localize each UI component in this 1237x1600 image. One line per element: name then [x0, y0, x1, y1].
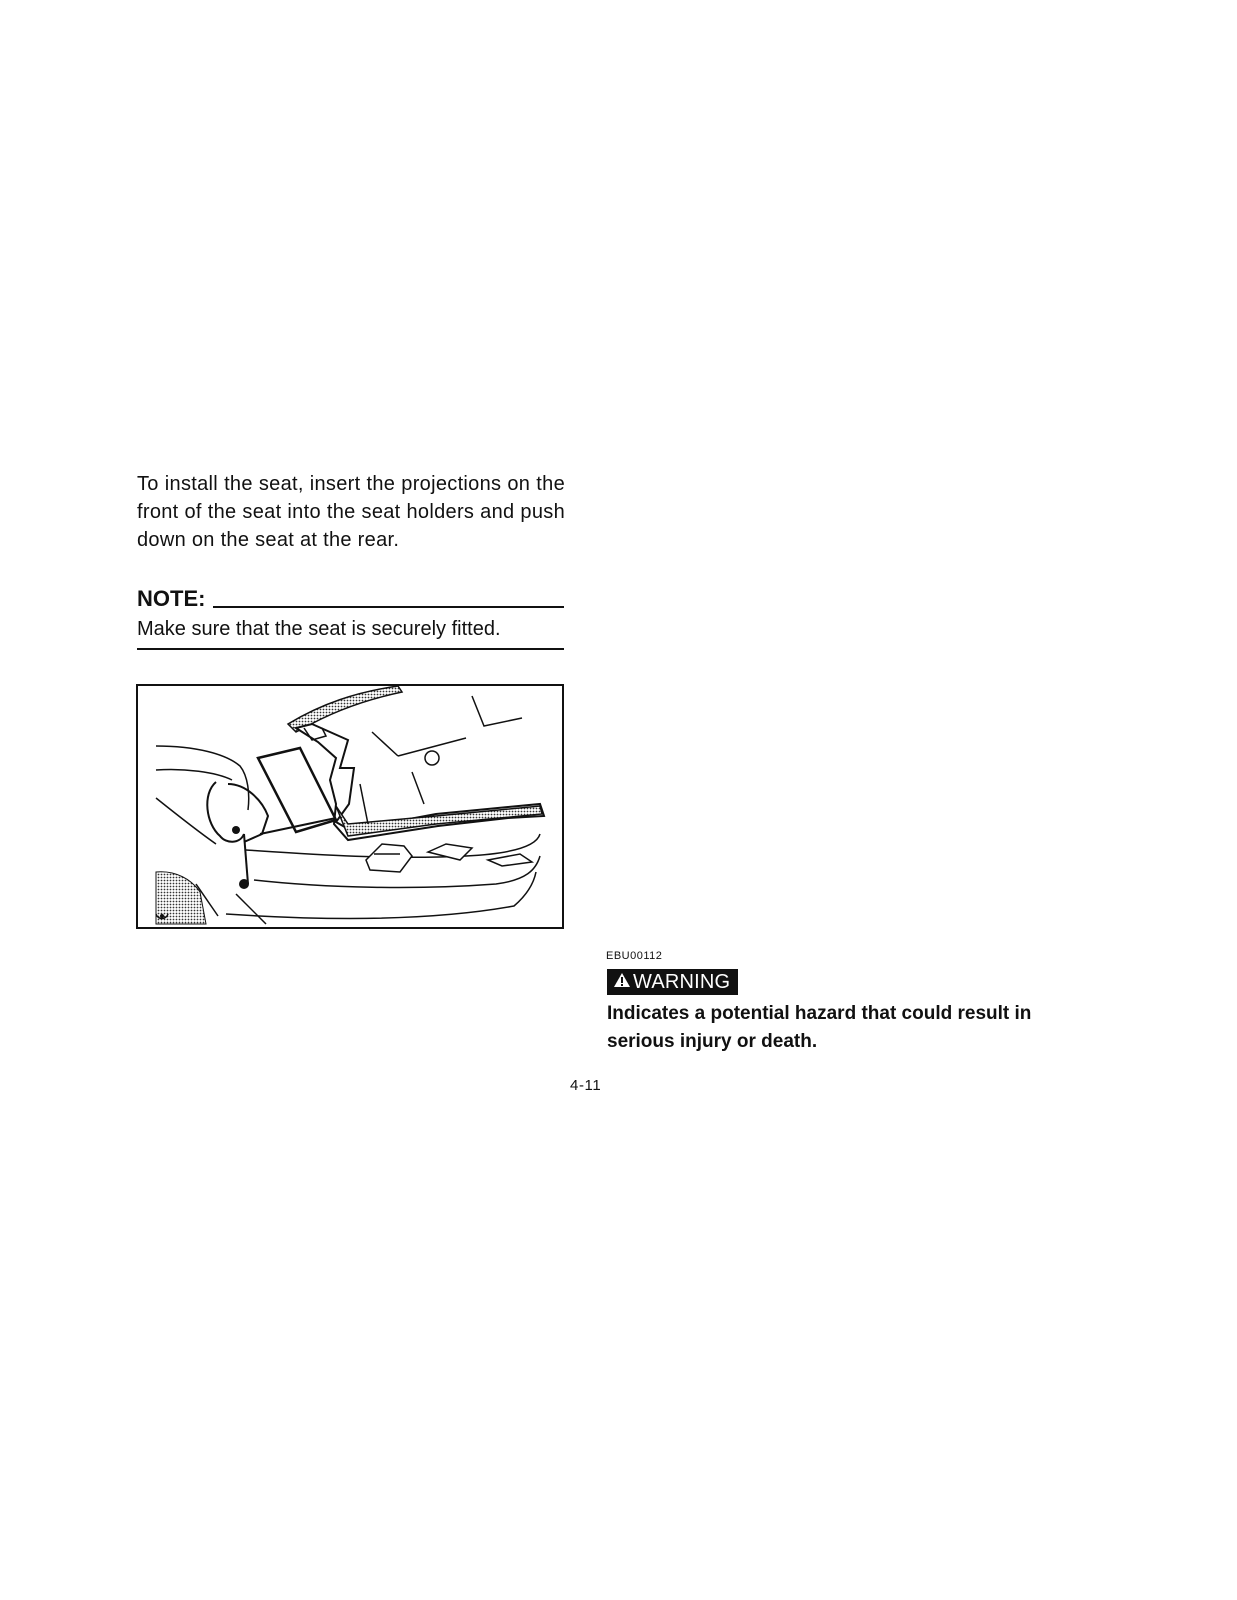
seat-installation-illustration: [136, 684, 564, 929]
note-bottom-rule: [137, 648, 564, 650]
note-rule: [213, 606, 564, 608]
seat-install-instruction: To install the seat, insert the projections on the front of the seat into the seat holders and push down on the seat at the rear.: [137, 473, 565, 551]
warning-triangle-icon: [613, 969, 631, 995]
warning-badge: [607, 969, 738, 995]
note-header: [137, 588, 564, 610]
page-number: 4-11: [570, 1077, 602, 1094]
warning-text: Indicates a potential hazard that could result in serious injury or death.: [607, 1003, 1032, 1052]
seat-installation-figure: [136, 684, 564, 929]
warning-label: WARNING: [633, 971, 731, 993]
note-title: NOTE:: [137, 586, 206, 611]
warning-code: EBU00112: [606, 950, 663, 962]
note-text: Make sure that the seat is securely fitted.: [137, 618, 501, 640]
